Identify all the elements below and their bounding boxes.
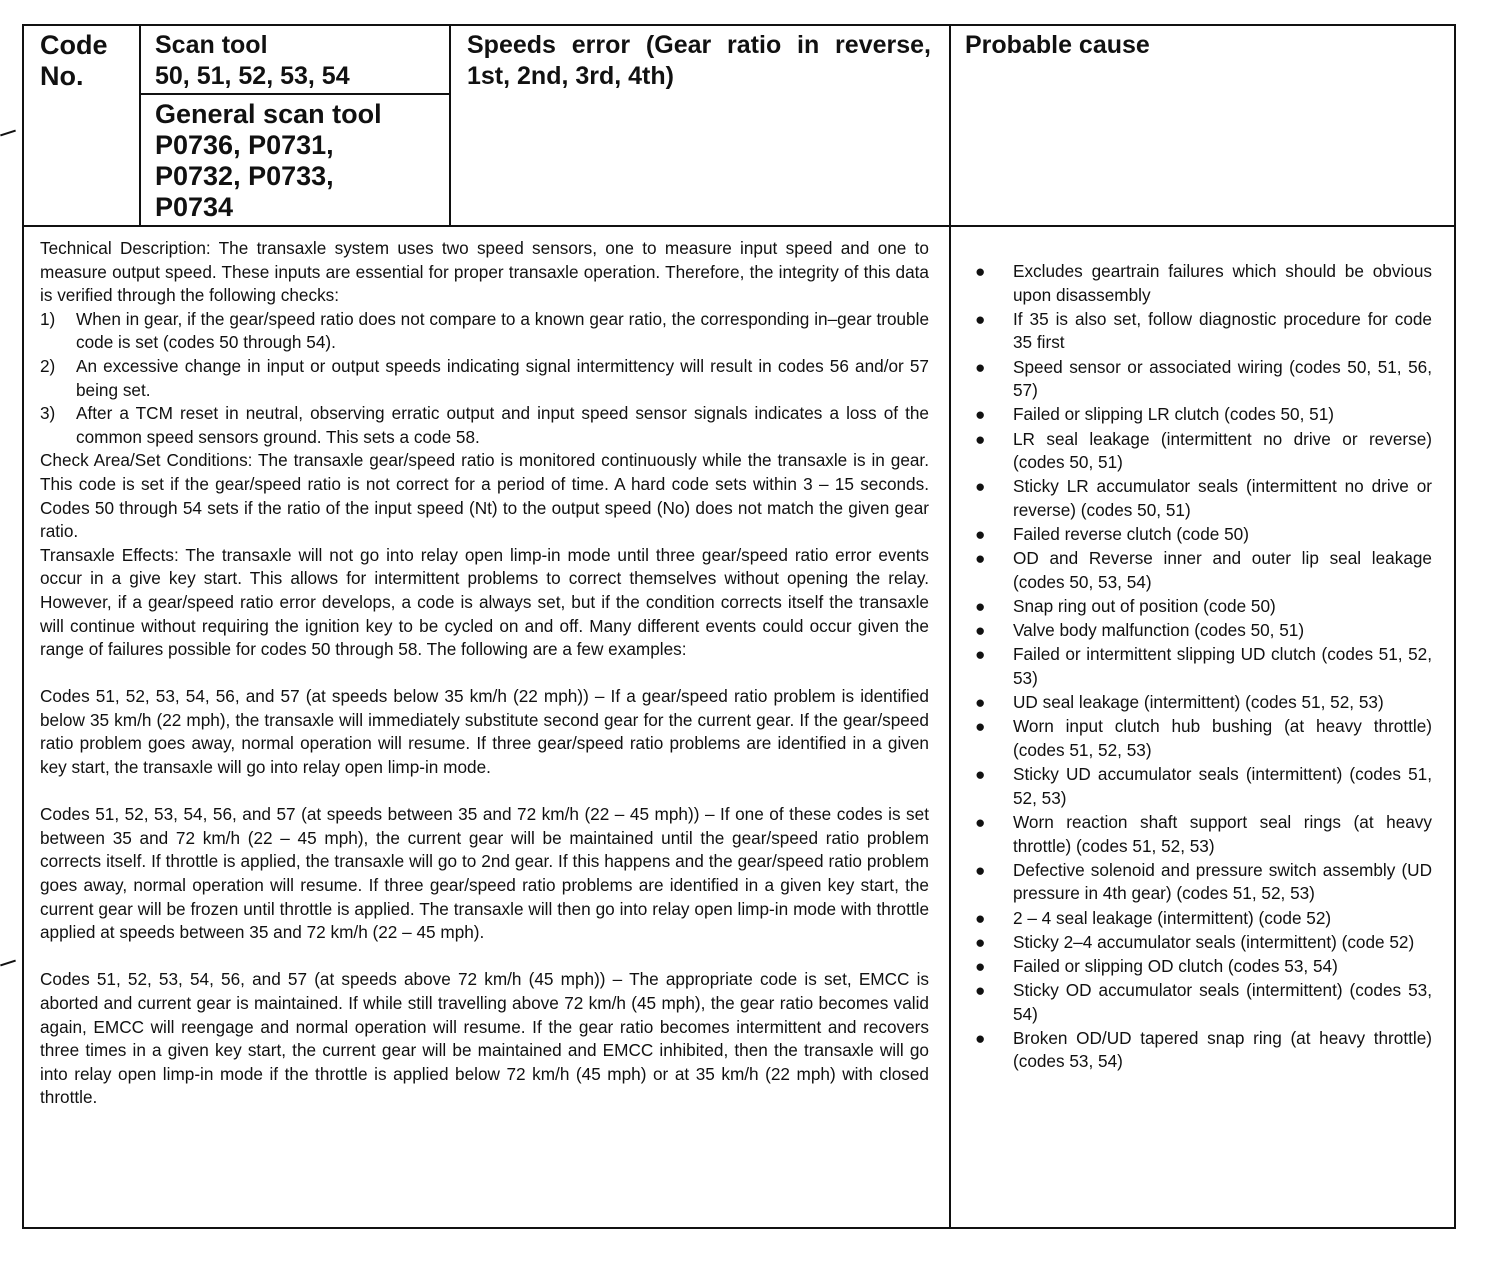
probable-cause-text: Sticky OD accumulator seals (intermittent) (codes 53, 54) — [1013, 980, 1432, 1024]
bullet-icon: ● — [975, 980, 986, 1001]
technical-description-intro: Technical Description: The transaxle system uses two speed sensors, one to measure input speed and one to measure output speed. These inputs are essential for proper transaxle operation. Therefore, the integrity of this data is verified through the following checks: — [40, 238, 929, 306]
probable-cause-item — [965, 356, 1432, 403]
probable-cause-text: OD and Reverse inner and outer lip seal leakage (codes 50, 53, 54) — [1013, 548, 1432, 592]
bullet-icon: ● — [975, 907, 986, 928]
general-scan-tool-cell — [141, 95, 449, 223]
bullet-icon: ● — [975, 716, 986, 737]
probable-cause-item — [965, 260, 1432, 307]
probable-cause-item — [965, 715, 1432, 762]
general-scan-tool-label: General scan tool P0736, P0731, P0732, P0733, P0734 — [155, 99, 382, 222]
probable-cause-text: LR seal leakage (intermittent no drive or reverse) (codes 50, 51) — [1013, 428, 1432, 473]
probable-cause-cell — [951, 227, 1454, 1227]
check-text: An excessive change in input or output speeds indicating signal intermittency will result in codes 56 and/or 57 being set. — [76, 355, 929, 400]
example-above-72-paragraph: Codes 51, 52, 53, 54, 56, and 57 (at speeds above 72 km/h (45 mph)) – The appropriate code is set, EMCC is aborted and current gear is maintained. If while still travelling above 72 km/h (45 mph), the gear ratio becomes valid again, EMCC will reengage and normal operation will resume. If the gear ratio becomes intermittent and recovers three times in a given key start, the current gear will be maintained and EMCC inhibited, then the transaxle will go into relay open limp-in mode if the throttle is applied below 72 km/h (45 mph) or at 35 km/h (22 mph) with closed throttle. — [40, 969, 929, 1108]
check-number: 2) — [40, 355, 56, 376]
probable-cause-text: Failed reverse clutch (code 50) — [1013, 524, 1249, 545]
probable-cause-text: 2 – 4 seal leakage (intermittent) (code 52) — [1013, 907, 1332, 928]
margin-mark-top — [0, 130, 16, 137]
bullet-icon: ● — [975, 955, 986, 976]
check-text: After a TCM reset in neutral, observing erratic output and input speed sensor signals indicates a loss of the common speed sensors ground. This sets a code 58. — [76, 403, 929, 447]
probable-cause-item — [965, 1027, 1432, 1074]
probable-cause-text: Snap ring out of position (code 50) — [1013, 596, 1276, 617]
check-number: 1) — [40, 308, 56, 329]
probable-cause-item — [965, 403, 1432, 427]
bullet-icon: ● — [975, 476, 986, 497]
technical-description-cell — [24, 227, 951, 1227]
check-item — [40, 355, 929, 402]
bullet-icon: ● — [975, 644, 986, 665]
probable-cause-item — [965, 907, 1432, 931]
check-text: When in gear, if the gear/speed ratio does not compare to a known gear ratio, the corresponding in–gear trouble code is set (codes 50 through 54). — [76, 308, 929, 353]
probable-cause-item — [965, 811, 1432, 858]
probable-cause-text: Worn reaction shaft support seal rings (at heavy throttle) (codes 51, 52, 53) — [1013, 811, 1432, 856]
speeds-error-label: Speeds error (Gear ratio in reverse, 1st, 2nd, 3rd, 4th) — [467, 31, 931, 90]
diagnostic-table — [22, 24, 1456, 1229]
scan-tool-header-cell — [141, 26, 451, 225]
scan-tool-cell — [141, 26, 449, 95]
probable-cause-text: Valve body malfunction (codes 50, 51) — [1013, 620, 1305, 641]
probable-cause-text: Failed or intermittent slipping UD clutch (codes 51, 52, 53) — [1013, 644, 1432, 689]
probable-cause-text: Sticky 2–4 accumulator seals (intermittent) (code 52) — [1013, 931, 1415, 952]
probable-cause-text: Broken OD/UD tapered snap ring (at heavy throttle) (codes 53, 54) — [1013, 1027, 1432, 1072]
probable-cause-item — [965, 859, 1432, 906]
probable-cause-label: Probable cause — [965, 31, 1150, 59]
code-no-header-cell — [24, 26, 141, 225]
bullet-icon: ● — [975, 1027, 986, 1048]
probable-cause-item — [965, 619, 1432, 643]
probable-cause-item — [965, 595, 1432, 619]
probable-cause-item — [965, 979, 1432, 1026]
probable-cause-item — [965, 308, 1432, 355]
probable-cause-text: Sticky LR accumulator seals (intermittent no drive or reverse) (codes 50, 51) — [1013, 476, 1432, 520]
check-area-paragraph: Check Area/Set Conditions: The transaxle gear/speed ratio is monitored continuously while the transaxle is in gear. This code is set if the gear/speed ratio is not correct for a period of time. A hard code sets within 3 – 15 seconds. Codes 50 through 54 sets if the ratio of the input speed (Nt) to the output speed (No) does not match the given gear ratio. — [40, 450, 929, 542]
probable-cause-item — [965, 763, 1432, 810]
probable-cause-text: UD seal leakage (intermittent) (codes 51, 52, 53) — [1013, 692, 1384, 713]
probable-cause-text: Failed or slipping OD clutch (codes 53, 54) — [1013, 955, 1338, 976]
speeds-error-header-cell — [451, 26, 951, 225]
bullet-icon: ● — [975, 428, 986, 449]
example-below-35-paragraph: Codes 51, 52, 53, 54, 56, and 57 (at speeds below 35 km/h (22 mph)) – If a gear/speed ratio problem is identified below 35 km/h (22 mph), the transaxle will immediately substitute second gear for the current gear. If the gear/speed ratio problem goes away, normal operation will resume. If three gear/speed ratio problems are identified in a given key start, the transaxle will go into relay open limp-in mode. — [40, 686, 929, 778]
bullet-icon: ● — [975, 811, 986, 832]
probable-cause-item — [965, 523, 1432, 547]
bullet-icon: ● — [975, 596, 986, 617]
probable-cause-item — [965, 691, 1432, 715]
bullet-icon: ● — [975, 308, 986, 329]
bullet-icon: ● — [975, 764, 986, 785]
check-number: 3) — [40, 403, 56, 424]
check-item — [40, 402, 929, 449]
probable-cause-list — [965, 260, 1432, 1074]
probable-cause-item — [965, 931, 1432, 955]
example-between-paragraph: Codes 51, 52, 53, 54, 56, and 57 (at speeds between 35 and 72 km/h (22 – 45 mph)) – If one of these codes is set between 35 and 72 km/h (22 – 45 mph), the current gear will be maintained until the gear/speed ratio problem corrects itself. If throttle is applied, the transaxle will go to 2nd gear. If this happens and the gear/speed ratio problem goes away, normal operation will resume. If three gear/speed ratio problems are identified in a given key start, the current gear will be frozen until throttle is applied. The transaxle will then go into relay open limp-in mode with throttle applied at speeds between 35 and 72 km/h (22 – 45 mph). — [40, 804, 929, 943]
check-item — [40, 308, 929, 355]
probable-cause-item — [965, 428, 1432, 475]
probable-cause-item — [965, 955, 1432, 979]
bullet-icon: ● — [975, 931, 986, 952]
transaxle-effects-paragraph: Transaxle Effects: The transaxle will not go into relay open limp-in mode until three gear/speed ratio error events occur in a give key start. This allows for intermittent problems to correct themselves without opening the relay. However, if a gear/speed ratio error develops, a code is always set, but if the condition corrects itself the transaxle will continue without requiring the ignition key to be cycled on and off. Many different events could occur given the range of failures possible for codes 50 through 58. The following are a few examples: — [40, 544, 929, 660]
code-no-label: Code No. — [40, 30, 108, 91]
bullet-icon: ● — [975, 261, 986, 281]
bullet-icon: ● — [975, 692, 986, 713]
probable-cause-header-cell — [951, 26, 1454, 229]
bullet-icon: ● — [975, 620, 986, 641]
margin-mark-bottom — [0, 960, 16, 967]
probable-cause-item — [965, 475, 1432, 522]
probable-cause-text: Excludes geartrain failures which should be obvious upon disassembly — [1013, 261, 1432, 305]
probable-cause-item — [965, 643, 1432, 690]
probable-cause-text: Worn input clutch hub bushing (at heavy throttle) (codes 51, 52, 53) — [1013, 716, 1432, 760]
probable-cause-text: If 35 is also set, follow diagnostic procedure for code 35 first — [1013, 308, 1432, 353]
probable-cause-text: Sticky UD accumulator seals (intermittent) (codes 51, 52, 53) — [1013, 764, 1432, 808]
bullet-icon: ● — [975, 859, 986, 880]
bullet-icon: ● — [975, 404, 986, 425]
scan-tool-label: Scan tool 50, 51, 52, 53, 54 — [155, 31, 350, 90]
probable-cause-text: Speed sensor or associated wiring (codes 50, 51, 56, 57) — [1013, 356, 1432, 401]
probable-cause-text: Failed or slipping LR clutch (codes 50, 51) — [1013, 404, 1334, 425]
table-header-row — [24, 26, 1454, 227]
probable-cause-item — [965, 547, 1432, 594]
probable-cause-text: Defective solenoid and pressure switch assembly (UD pressure in 4th gear) (codes 51, 52, 53) — [1013, 859, 1432, 904]
bullet-icon: ● — [975, 356, 986, 377]
bullet-icon: ● — [975, 548, 986, 569]
bullet-icon: ● — [975, 524, 986, 545]
